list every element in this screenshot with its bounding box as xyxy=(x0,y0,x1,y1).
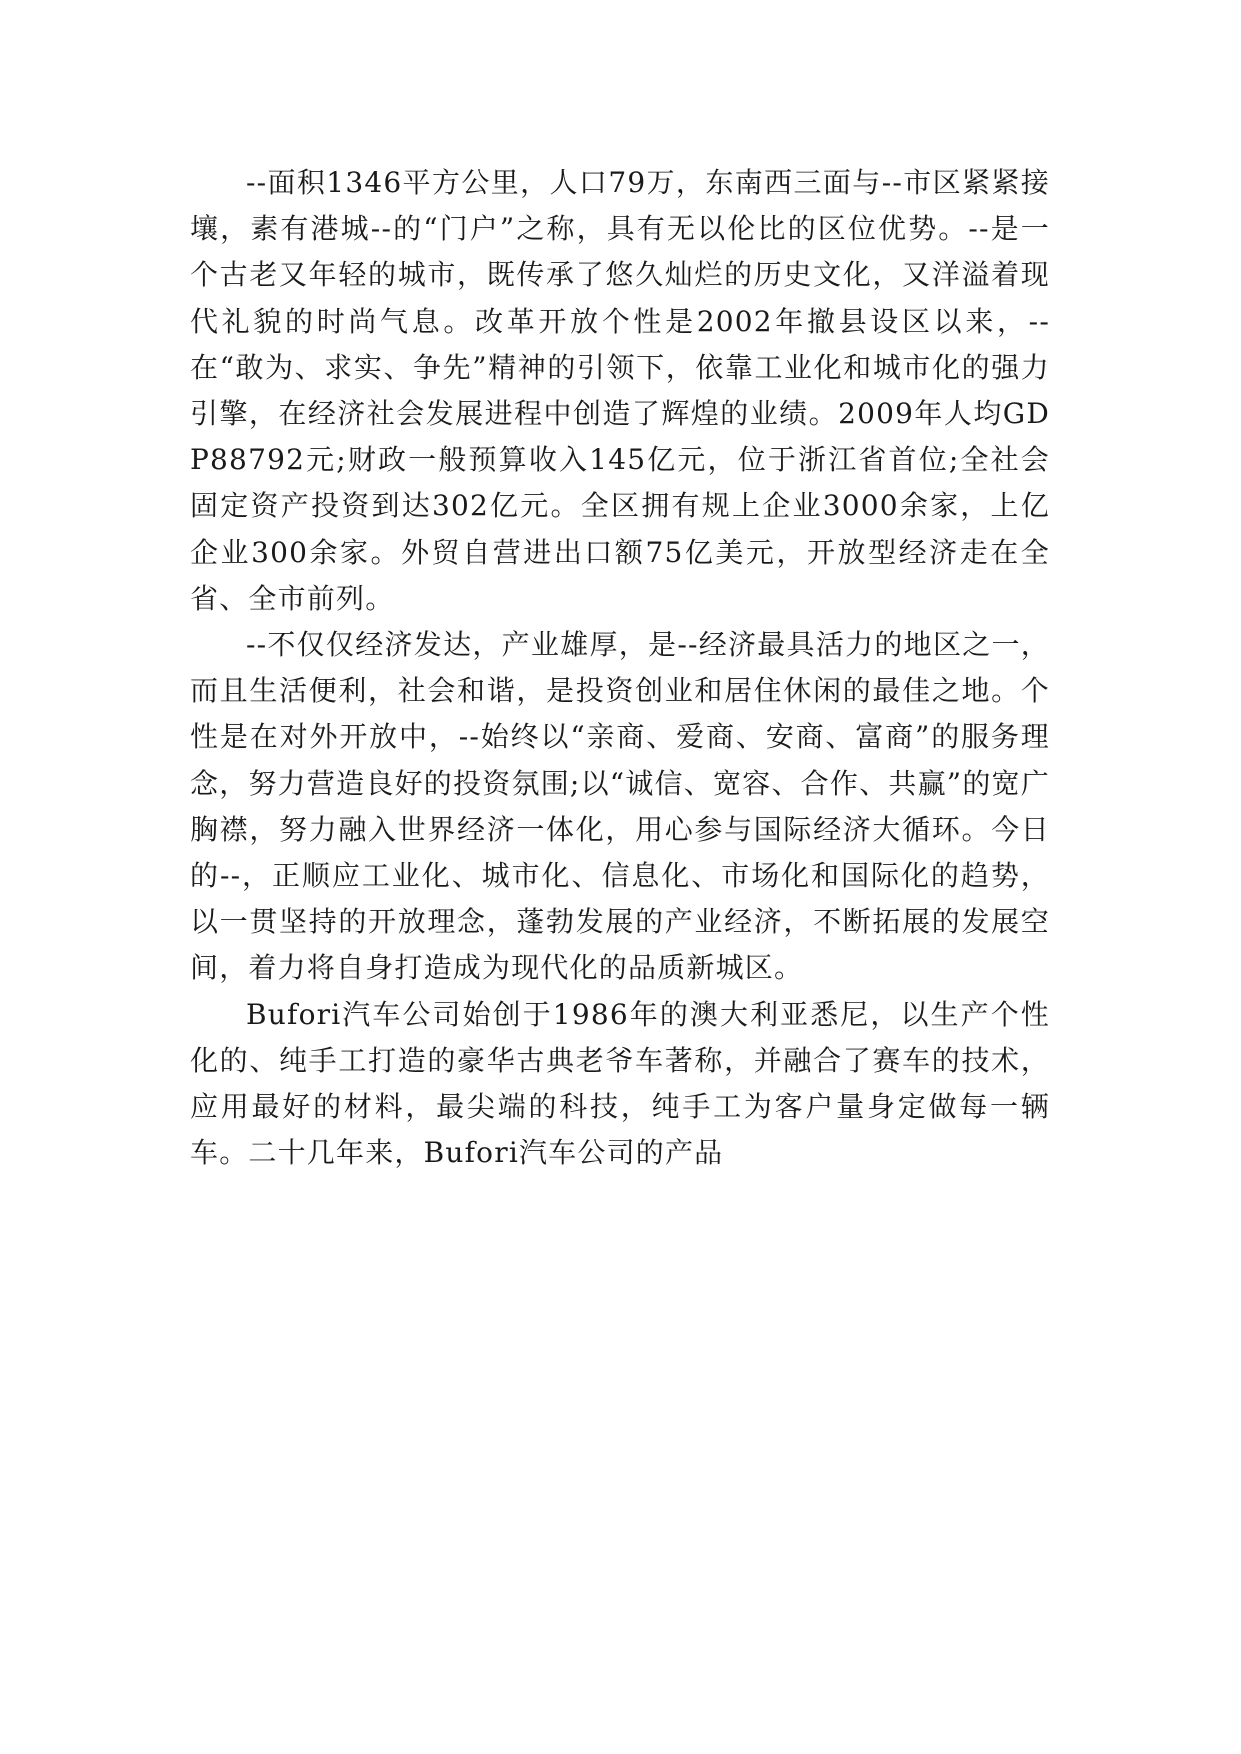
paragraph-1: --面积1346平方公里，人口79万，东南西三面与--市区紧紧接壤，素有港城--的“门户”之称，具有无以伦比的区位优势。--是一个古老又年轻的城市，既传承了悠久灿烂的历史文化，又洋溢着现代礼貌的时尚气息。改革开放个性是2002年撤县设区以来，--在“敢为、求实、争先”精神的引领下，依靠工业化和城市化的强力引擎，在经济社会发展进程中创造了辉煌的业绩。2009年人均GDP88792元;财政一般预算收入145亿元，位于浙江省首位;全社会固定资产投资到达302亿元。全区拥有规上企业3000余家，上亿企业300余家。外贸自营进出口额75亿美元，开放型经济走在全省、全市前列。 xyxy=(190,166,1050,615)
paragraph-3: Bufori汽车公司始创于1986年的澳大利亚悉尼，以生产个性化的、纯手工打造的豪华古典老爷车著称，并融合了赛车的技术，应用最好的材料，最尖端的科技，纯手工为客户量身定做每一辆车。二十几年来，Bufori汽车公司的产品 xyxy=(190,997,1050,1170)
document-body xyxy=(190,160,1050,1176)
paragraph-2: --不仅仅经济发达，产业雄厚，是--经济最具活力的地区之一，而且生活便利，社会和谐，是投资创业和居住休闲的最佳之地。个性是在对外开放中，--始终以“亲商、爱商、安商、富商”的服务理念，努力营造良好的投资氛围;以“诚信、宽容、合作、共赢”的宽广胸襟，努力融入世界经济一体化，用心参与国际经济大循环。今日的--，正顺应工业化、城市化、信息化、市场化和国际化的趋势，以一贯坚持的开放理念，蓬勃发展的产业经济，不断拓展的发展空间，着力将自身打造成为现代化的品质新城区。 xyxy=(190,628,1050,985)
